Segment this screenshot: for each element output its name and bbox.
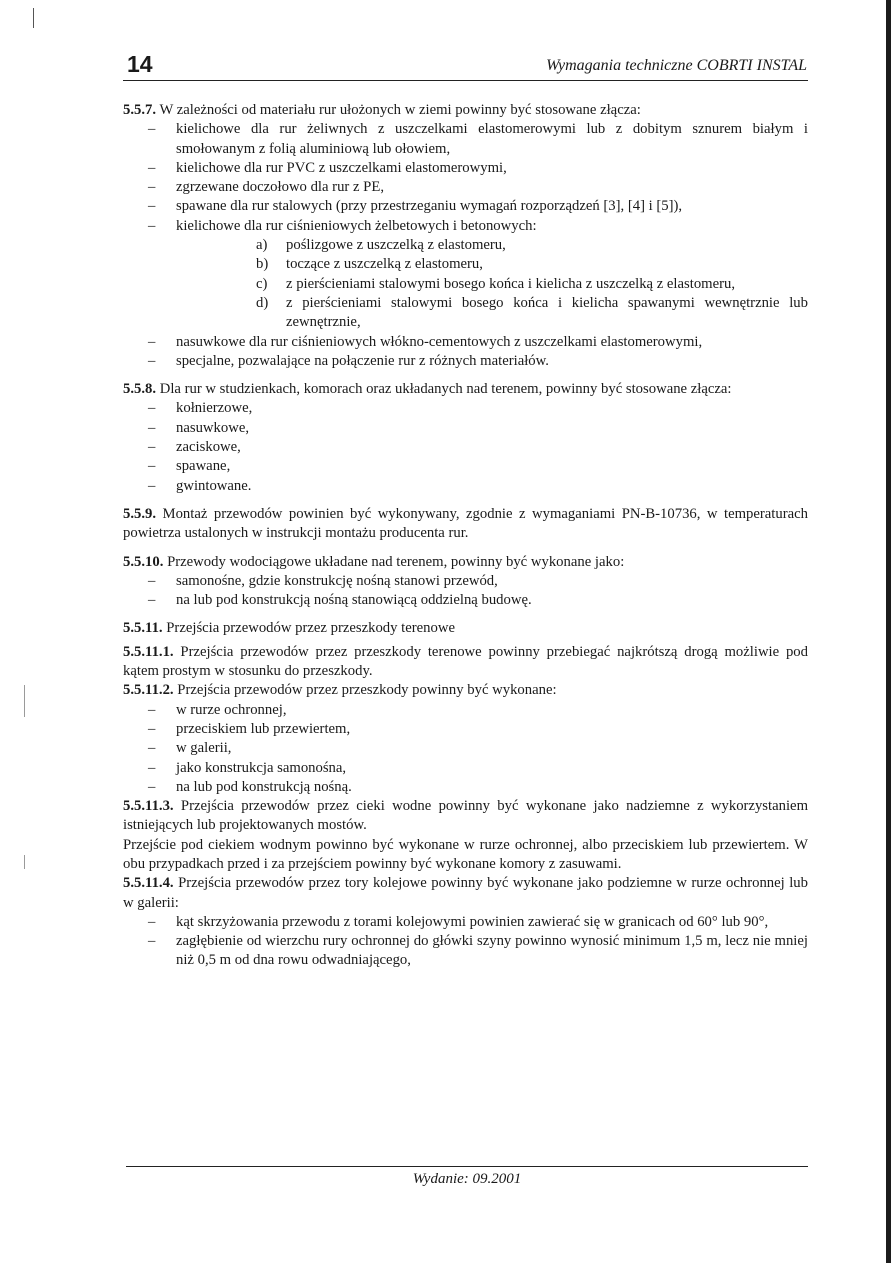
list-item: – kielichowe dla rur PVC z uszczelkami elastomerowymi, — [123, 159, 808, 178]
list-item: – kołnierzowe, — [123, 399, 808, 418]
list-item: – na lub pod konstrukcją nośną stanowiącą oddzielną budowę. — [123, 591, 808, 610]
list-item: – spawane dla rur stalowych (przy przestrzeganiu wymagań rozporządzeń [3], [4] i [5]), — [123, 197, 808, 216]
section-number: 5.5.7. — [123, 102, 157, 118]
sub-list-item — [176, 236, 808, 255]
section-text: Dla rur w studzienkach, komorach oraz układanych nad terenem, powinny być stosowane złącza: — [156, 381, 732, 398]
sub-list-item — [176, 294, 808, 333]
sub-list — [176, 236, 808, 332]
page-footer — [126, 1166, 808, 1188]
page-number: 14 — [127, 51, 153, 77]
railway-crossing-list — [123, 913, 808, 971]
list-item: – samonośne, gdzie konstrukcję nośną stanowi przewód, — [123, 572, 808, 591]
list-item: – gwintowane. — [123, 477, 808, 496]
section-text: W zależności od materiału rur ułożonych w ziemi powinny być stosowane złącza: — [156, 102, 641, 118]
list-item: – na lub pod konstrukcją nośną. — [123, 778, 808, 797]
sub-marker: c) — [256, 275, 268, 292]
section-number: 5.5.11.4. — [123, 875, 174, 892]
sub-text: toczące z uszczelką z elastomeru, — [286, 256, 483, 273]
crossing-method-list — [123, 701, 808, 797]
list-item: – nasuwkowe dla rur ciśnieniowych włókno-cementowych z uszczelkami elastomerowymi, — [123, 333, 808, 352]
list-item: – jako konstrukcja samonośna, — [123, 759, 808, 778]
list-item: – spawane, — [123, 457, 808, 476]
list-item: – w rurze ochronnej, — [123, 701, 808, 720]
running-title: Wymagania techniczne COBRTI INSTAL — [546, 57, 807, 74]
list-item: – w galerii, — [123, 739, 808, 758]
section-5-5-11-1 — [123, 643, 808, 682]
sub-list-item — [176, 255, 808, 274]
scan-mark — [24, 855, 25, 869]
page-header — [123, 50, 808, 81]
list-item: – specjalne, pozwalające na połączenie rur z różnych materiałów. — [123, 352, 808, 371]
list-item: – zaciskowe, — [123, 438, 808, 457]
section-number: 5.5.11.2. — [123, 682, 174, 699]
sub-marker: b) — [256, 256, 269, 273]
section-5-5-11-3 — [123, 797, 808, 836]
list-item: – kielichowe dla rur żeliwnych z uszczelkami elastomerowymi lub z dobitym sznurem białym i smołowanym z folią aluminiową lub ołowiem, — [123, 120, 808, 159]
section-5-5-11-4 — [123, 874, 808, 913]
sub-text: z pierścieniami stalowymi bosego końca i kielicha z uszczelką z elastomeru, — [286, 275, 736, 292]
joint-type-list — [123, 120, 808, 371]
list-item: – zagłębienie od wierzchu rury ochronnej do główki szyny powinno wynosić minimum 1,5 m, lecz nie mniej niż 0,5 m od dna rowu odwadniającego, — [123, 932, 808, 971]
section-5-5-10 — [123, 553, 808, 572]
paragraph: Przejście pod ciekiem wodnym powinno być wykonane w rurze ochronnej, albo przeciskiem lub przewiertem. W obu przypadkach przed i za przejściem powinny być wykonane komory z zasuwami. — [123, 836, 808, 872]
list-item-text: kielichowe dla rur ciśnieniowych żelbetowych i betonowych: — [176, 217, 537, 234]
list-item: – przeciskiem lub przewiertem, — [123, 720, 808, 739]
section-text: Przejścia przewodów przez przeszkody terenowe — [162, 620, 455, 637]
section-5-5-8 — [123, 380, 808, 399]
section-number: 5.5.11. — [123, 620, 163, 637]
sub-text: z pierścieniami stalowymi bosego końca i kielicha spawanymi wewnętrznie lub zewnętrznie, — [286, 294, 808, 331]
sub-text: poślizgowe z uszczelką z elastomeru, — [286, 237, 506, 254]
joint-type-list — [123, 399, 808, 495]
section-number: 5.5.8. — [123, 381, 157, 398]
list-item — [123, 217, 808, 333]
sub-list-item — [176, 275, 808, 294]
list-item: – kąt skrzyżowania przewodu z torami kolejowymi powinien zawierać się w granicach od 60° lub 90°, — [123, 913, 808, 932]
construction-list — [123, 572, 808, 611]
sub-marker: a) — [256, 237, 268, 254]
document-body — [123, 101, 808, 971]
sub-marker: d) — [256, 294, 269, 311]
section-5-5-7 — [123, 101, 808, 120]
scan-mark — [33, 8, 34, 28]
section-number: 5.5.11.3. — [123, 798, 174, 815]
section-text: Przejścia przewodów przez cieki wodne powinny być wykonane jako nadziemne z wykorzystaniem istniejących lub projektowanych mostów. — [123, 798, 808, 834]
section-text: Przewody wodociągowe układane nad terenem, powinny być wykonane jako: — [163, 553, 625, 570]
section-text: Przejścia przewodów przez tory kolejowe powinny być wykonane jako podziemne w rurze ochronnej lub w galerii: — [123, 875, 808, 911]
list-item: – zgrzewane doczołowo dla rur z PE, — [123, 178, 808, 197]
section-text: Przejścia przewodów przez przeszkody terenowe powinny przebiegać najkrótszą drogą możliwie pod kątem prostym w stosunku do przeszkody. — [123, 643, 808, 680]
scan-mark — [24, 685, 25, 717]
section-text: Montaż przewodów powinien być wykonywany, zgodnie z wymaganiami PN-B-10736, w temperaturach powietrza ustalonych w instrukcji montażu producenta rur. — [123, 505, 808, 542]
list-item: – nasuwkowe, — [123, 419, 808, 438]
section-5-5-11-2 — [123, 681, 808, 700]
section-number: 5.5.9. — [123, 505, 157, 522]
section-5-5-9 — [123, 505, 808, 544]
section-5-5-11 — [123, 619, 808, 638]
section-text: Przejścia przewodów przez przeszkody powinny być wykonane: — [173, 682, 557, 699]
section-number: 5.5.10. — [123, 553, 164, 570]
edition-label: Wydanie: 09.2001 — [412, 1171, 522, 1187]
section-number: 5.5.11.1. — [123, 643, 174, 660]
scan-edge — [886, 0, 891, 1263]
